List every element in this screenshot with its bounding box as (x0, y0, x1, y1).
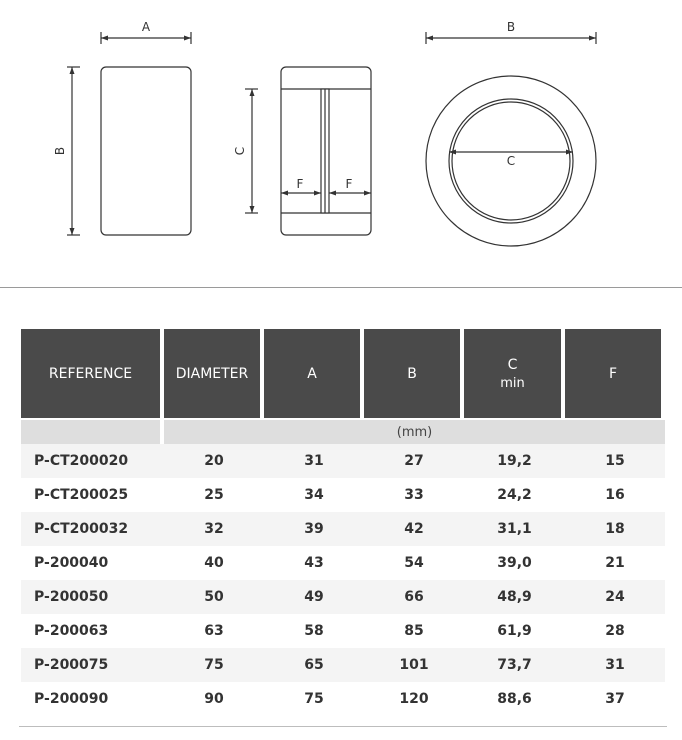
header-reference: REFERENCE (21, 329, 164, 418)
table-row (21, 682, 665, 716)
label-f-left: F (296, 177, 304, 191)
cell-c: 19,2 (464, 444, 565, 478)
cell-b: 42 (364, 512, 464, 546)
cell-f: 15 (565, 444, 665, 478)
cell-reference: P-CT200025 (21, 478, 164, 512)
cell-diameter: 90 (164, 682, 264, 716)
cell-a: 34 (264, 478, 364, 512)
cell-f: 24 (565, 580, 665, 614)
cell-c: 73,7 (464, 648, 565, 682)
cell-reference: P-200090 (21, 682, 164, 716)
cell-c: 61,9 (464, 614, 565, 648)
cell-diameter: 25 (164, 478, 264, 512)
table-row (21, 614, 665, 648)
spec-table (21, 329, 665, 716)
cell-c: 48,9 (464, 580, 565, 614)
label-c-circle: C (506, 154, 516, 168)
cell-a: 58 (264, 614, 364, 648)
cell-b: 33 (364, 478, 464, 512)
cell-diameter: 50 (164, 580, 264, 614)
label-b-top: B (506, 20, 516, 34)
technical-drawing (0, 0, 682, 275)
cell-a: 43 (264, 546, 364, 580)
cell-diameter: 20 (164, 444, 264, 478)
cell-diameter: 40 (164, 546, 264, 580)
header-c-sub: min (500, 375, 525, 391)
cell-reference: P-200050 (21, 580, 164, 614)
cell-b: 66 (364, 580, 464, 614)
table-bottom-rule (19, 726, 667, 727)
cell-f: 31 (565, 648, 665, 682)
label-b-side: B (53, 146, 67, 156)
cell-f: 18 (565, 512, 665, 546)
units-label: (mm) (164, 418, 665, 444)
cell-f: 16 (565, 478, 665, 512)
table-row (21, 546, 665, 580)
cell-a: 75 (264, 682, 364, 716)
table-row (21, 512, 665, 546)
cell-f: 28 (565, 614, 665, 648)
cell-c: 39,0 (464, 546, 565, 580)
header-row (21, 329, 665, 418)
header-c: C min (464, 329, 565, 418)
cell-b: 101 (364, 648, 464, 682)
cell-f: 21 (565, 546, 665, 580)
table-row (21, 580, 665, 614)
cell-diameter: 75 (164, 648, 264, 682)
cell-reference: P-CT200032 (21, 512, 164, 546)
units-row (21, 418, 665, 444)
header-diameter: DIAMETER (164, 329, 264, 418)
cell-b: 54 (364, 546, 464, 580)
cell-diameter: 63 (164, 614, 264, 648)
cell-a: 39 (264, 512, 364, 546)
label-a: A (141, 20, 151, 34)
cell-a: 31 (264, 444, 364, 478)
cell-a: 65 (264, 648, 364, 682)
table-row (21, 444, 665, 478)
cell-reference: P-200040 (21, 546, 164, 580)
header-b: B (364, 329, 464, 418)
cell-b: 120 (364, 682, 464, 716)
cell-reference: P-200063 (21, 614, 164, 648)
cell-b: 85 (364, 614, 464, 648)
cell-diameter: 32 (164, 512, 264, 546)
section-divider (0, 287, 682, 288)
label-c-side: C (233, 146, 247, 156)
cell-f: 37 (565, 682, 665, 716)
table-row (21, 648, 665, 682)
header-a: A (264, 329, 364, 418)
side-view-body (101, 67, 191, 235)
cell-b: 27 (364, 444, 464, 478)
cell-reference: P-CT200020 (21, 444, 164, 478)
header-f: F (565, 329, 665, 418)
label-f-right: F (345, 177, 353, 191)
cell-reference: P-200075 (21, 648, 164, 682)
cell-a: 49 (264, 580, 364, 614)
cell-c: 31,1 (464, 512, 565, 546)
cell-c: 24,2 (464, 478, 565, 512)
table-row (21, 478, 665, 512)
cell-c: 88,6 (464, 682, 565, 716)
